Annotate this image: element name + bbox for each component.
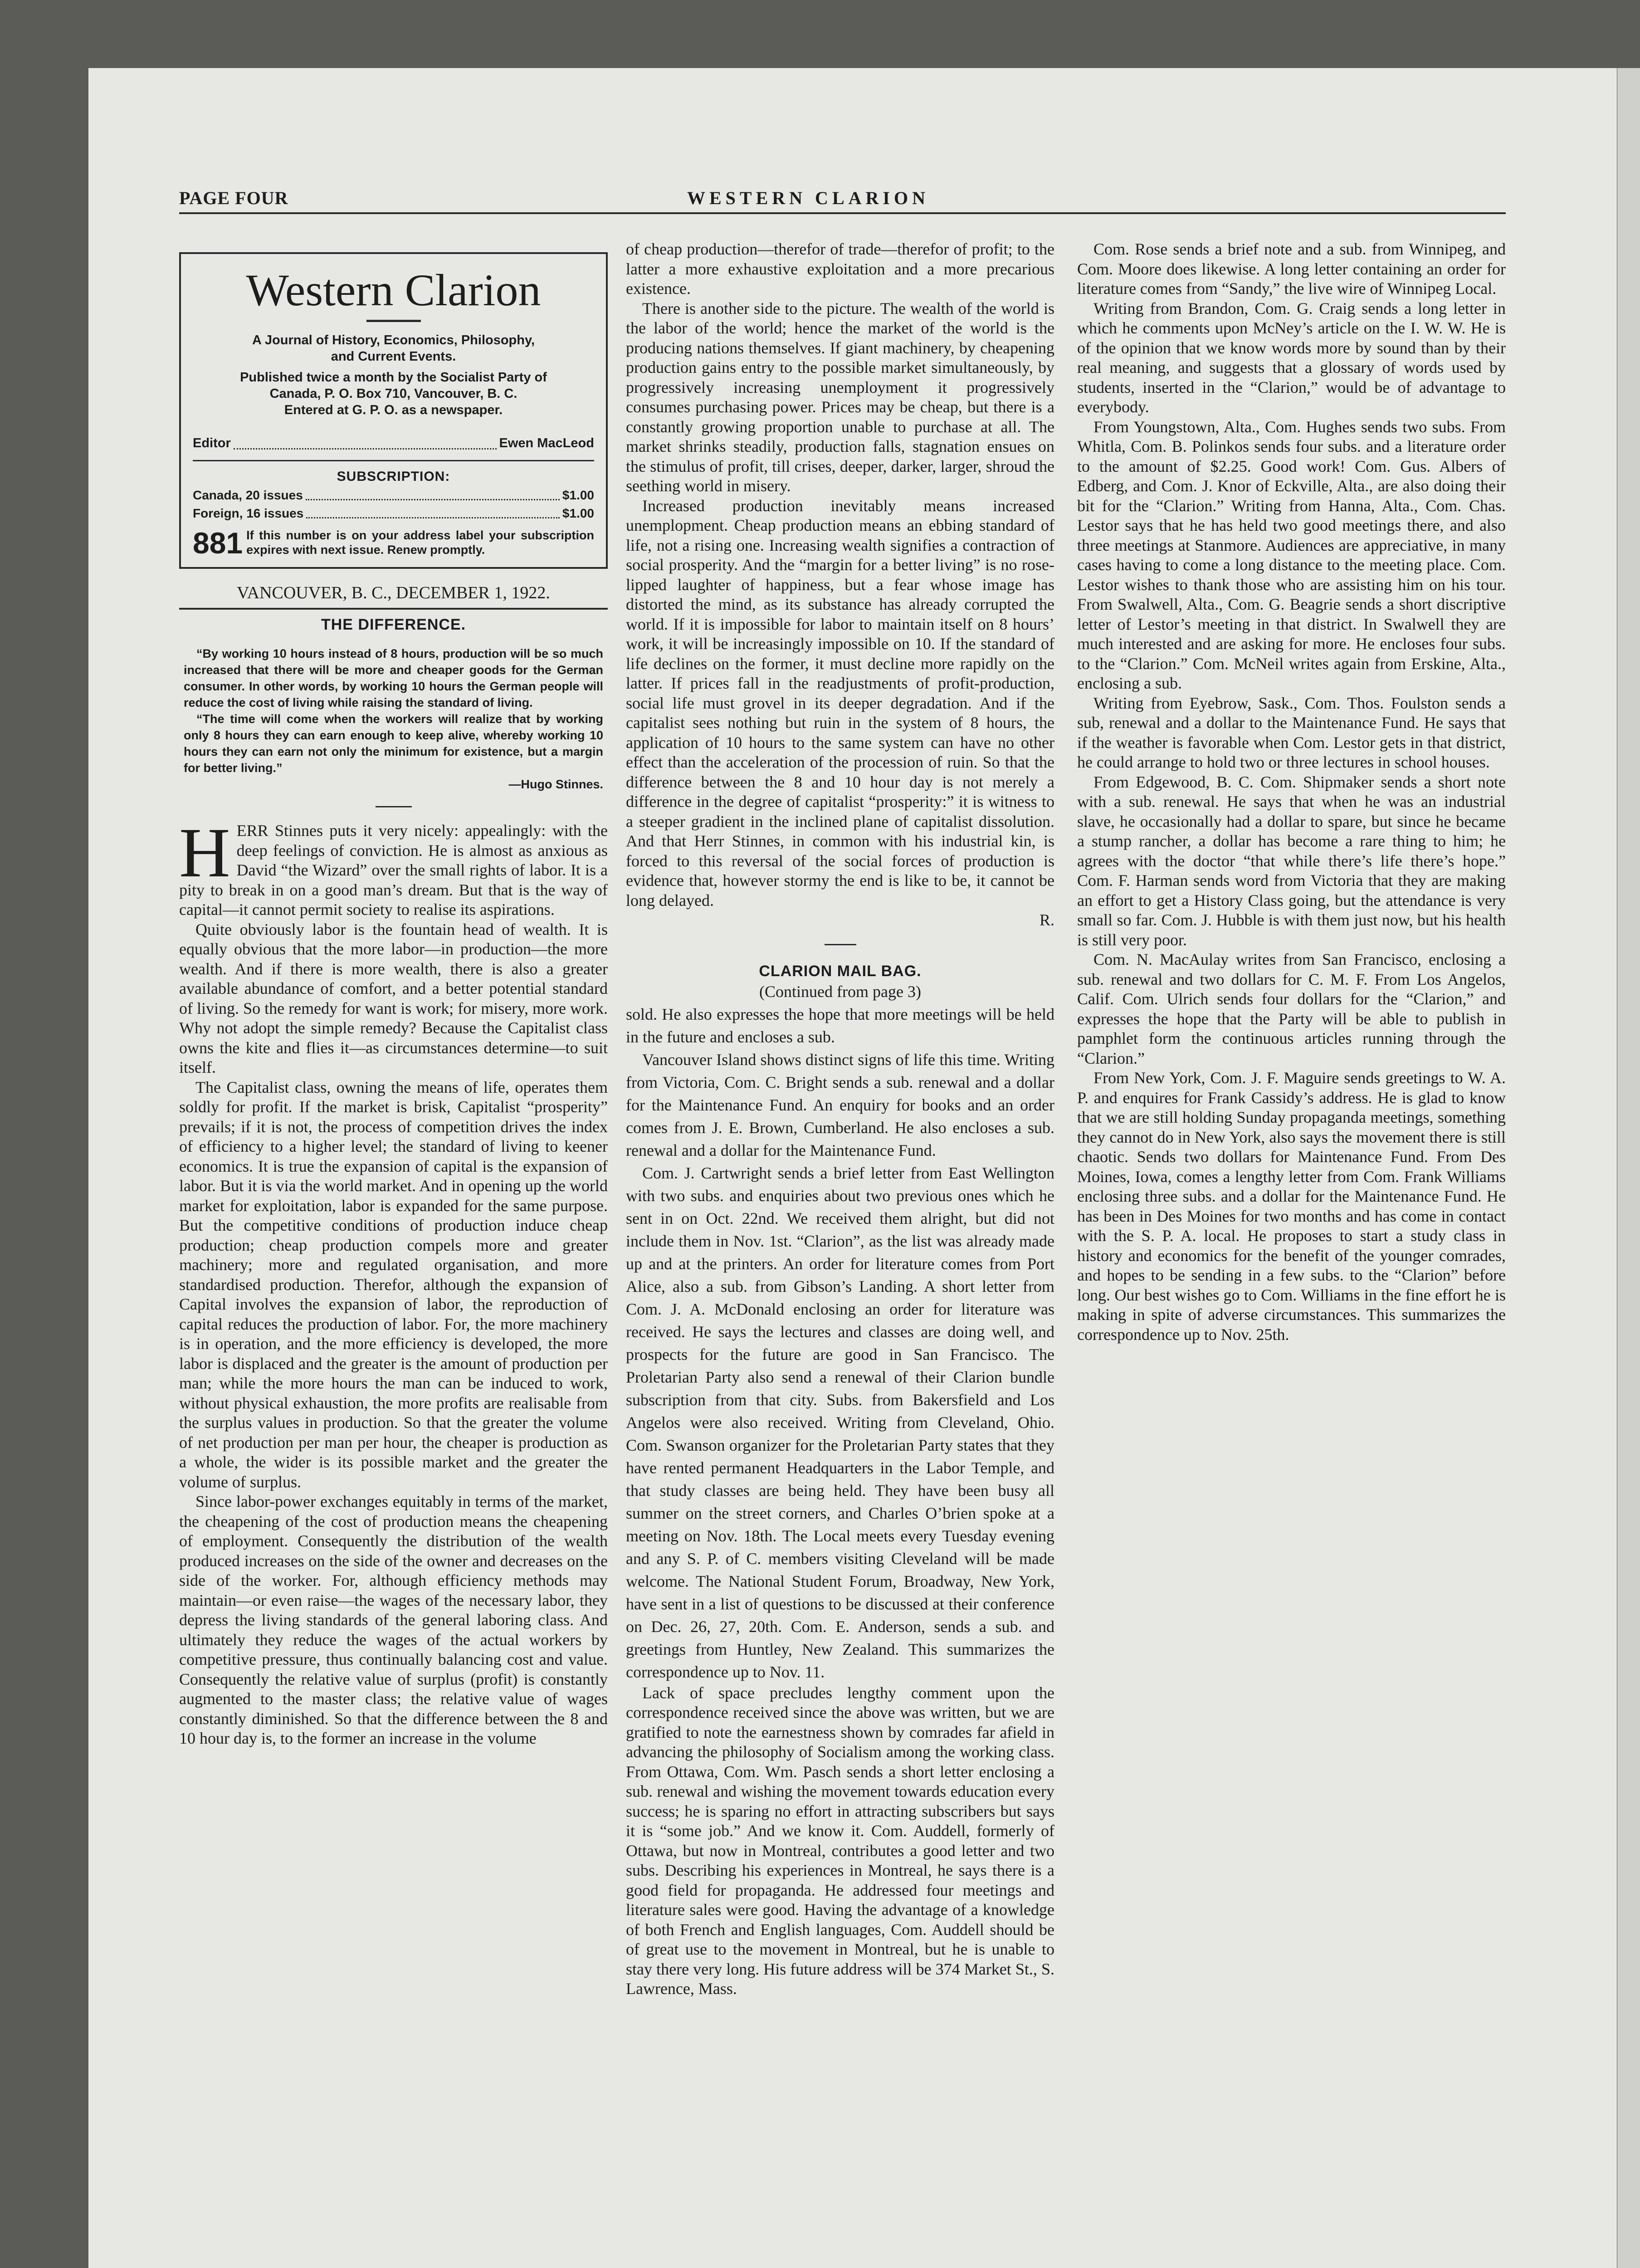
article-quote <box>179 645 608 792</box>
renewal-text: If this number is on your address label your subscription expires with next issue. Renew promptly. <box>246 528 594 557</box>
mailbag-paragraph-1: sold. He also expresses the hope that more meetings will be held in the future and encloses a sub. <box>626 1005 1054 1046</box>
editor-label: Editor <box>193 436 231 450</box>
masthead-publisher-3: Entered at G. P. O. as a newspaper. <box>284 403 503 417</box>
paper-name-header: WESTERN CLARION <box>687 188 929 208</box>
article-signature: R. <box>1039 911 1054 929</box>
renewal-notice <box>193 528 594 558</box>
mailbag-paragraph-9: From Edgewood, B. C. Com. Shipmaker sends a short note with a sub. renewal. He says that when he was an industrial slave, he occasionally had a dollar to spare, but since he became a stump rancher, a dollar has become a rare thing to him; he agrees with the doctor “that while there’s life there’s hope.” Com. F. Harman sends word from Victoria that they are making an effort to get a History Class going, but the attendance is very small so far. Com. J. Hubble is with them just now, but his health is still very poor. <box>1077 772 1506 949</box>
canada-label: Canada, 20 issues <box>193 488 303 502</box>
mailbag-title: CLARION MAIL BAG. <box>759 962 922 980</box>
quote-paragraph-1: “By working 10 hours instead of 8 hours, production will be so much increased that there will be more and cheaper goods for the German consumer. In other words, by working 10 hours the German people will reduce the cost of living while raising the standard of living. <box>184 647 603 709</box>
article-paragraph-1 <box>179 813 608 920</box>
article-paragraph-1-text: ERR Stinnes puts it very nicely: appealingly: with the deep feelings of conviction. He is almost as anxious as David “the Wizard” over the small rights of labor. It is a pity to break in on a good man’s dream. But that is the way of capital—it cannot permit society to realise its aspirations. <box>179 821 608 919</box>
quote-paragraph-2: “The time will come when the workers will realize that by working only 8 hours they can earn enough to keep alive, whereby working 10 hours they can earn not only the minimum for existence, but a margin for better living.” <box>184 712 603 775</box>
editor-line <box>193 434 594 454</box>
subscription-foreign <box>193 504 594 523</box>
article-paragraph-2: Quite obviously labor is the fountain head of wealth. It is equally obvious that the more labor—in production—the more wealth. And if there is more wealth, there is also a greater available abundance of comfort, and a better potential standard of living. So the remedy for want is work; for misery, more work. Why not adopt the simple remedy? Because the Capitalist class owns the kite and flies it—as circumstances determine—to suit itself. <box>179 920 608 1076</box>
masthead-divider <box>193 460 594 461</box>
masthead-publisher-1: Published twice a month by the Socialist Party of <box>240 370 547 385</box>
masthead-box <box>179 252 608 569</box>
mailbag-body <box>626 1003 1054 1683</box>
article-paragraph-6: There is another side to the picture. The wealth of the world is the labor of the world; hence the market of the world is the producing nations themselves. If giant machinery, by cheapening production gains entry to the possible market simultaneously, by progressively increasing unemployment it progressively consumes purchasing power. Prices may be cheap, but there is a constantly growing proportion unable to purchase at all. The market shrinks steadily, production falls, stagnation ensues on the stimulus of profit, till crises, deeper, darker, larger, shroud the seething world in misery. <box>626 299 1054 495</box>
article-paragraph-5: of cheap production—therefor of trade—therefor of profit; to the latter a more exhaustive exploitation and a more precarious existence. <box>626 240 1054 298</box>
mailbag-paragraph-11: From New York, Com. J. F. Maguire sends greetings to W. A. P. and enquires for Frank Cassidy’s address. He is glad to know that we are still holding Sunday propaganda meetings, something they cannot do in New York, also says the movement there is still chaotic. Sends two dollars for Maintenance Fund. From Des Moines, Iowa, comes a lengthy letter from Com. Frank Williams enclosing three subs. and a dollar for the Maintenance Fund. He has been in Des Moines for two months and has come in contact with the S. P. A. local. He proposes to start a study class in history and economics for the benefit of the younger comrades, and hopes to be sending in a few subs. to the “Clarion” before long. Our best wishes go to Com. Williams in the fine effort he is making in spite of adverse circumstances. This summarizes the correspondence up to Nov. 25th. <box>1077 1069 1506 1344</box>
masthead-publisher-2: Canada, P. O. Box 710, Vancouver, B. C. <box>269 386 517 401</box>
mailbag-paragraph-2: Vancouver Island shows distinct signs of life this time. Writing from Victoria, Com. C. Bright sends a sub. renewal and a dollar for the Maintenance Fund. An enquiry for books and an order comes from J. E. Brown, Cumberland. He also encloses a sub. renewal and a dollar for the Maintenance Fund. <box>626 1050 1054 1159</box>
mailbag-paragraph-6: Writing from Brandon, Com. G. Craig sends a long letter in which he comments upon McNey’s article on the I. W. W. He is of the opinion that we know words more by sound than by their real meaning, and suggests that a glossary of words used by students, inserted in the “Clarion,” would be of advantage to everybody. <box>1077 299 1506 416</box>
article-paragraph-3: The Capitalist class, owning the means of life, operates them soldly for profit. If the market is brisk, Capitalist “prosperity” prevails; if it is not, the process of competition drives the index of efficiency to a higher level; the standard of living to keener economics. It is true the expansion of capital is the expansion of labor. But it is via the world market. And in opening up the world market for exploitation, labor is expanded for the same purpose. But the competitive conditions of production induce cheap production; cheap production compels more and greater machinery; more and regulated organisation, and more standardised production. Therefor, although the expansion of Capital involves the expansion of labor, the reproduction of capital reduces the production of labor. For, the more machinery is in operation, and the more efficiency is developed, the more labor is displaced and the greater is the amount of production per man; while the more hours the man can be induced to work, without physical exhaustion, the more profits are realisable from the surplus values in production. So that the greater the volume of net production per man per hour, the cheaper is production as a whole, the wider is its possible market and the greater the volume of surplus. <box>179 1078 608 1491</box>
subscription-canada <box>193 486 594 504</box>
quote-attribution: —Hugo Stinnes. <box>508 777 603 791</box>
subscription-heading: SUBSCRIPTION: <box>337 469 450 484</box>
mailbag-paragraph-8: Writing from Eyebrow, Sask., Com. Thos. Foulston sends a sub, renewal and a dollar to the Maintenance Fund. He says that if the weather is favorable when Com. Lestor gets in that district, he could arrange to hold two or three lectures in school houses. <box>1077 694 1506 771</box>
drop-cap: H <box>179 813 230 892</box>
masthead-rule <box>366 320 421 322</box>
canada-price: $1.00 <box>562 488 594 502</box>
page-header <box>179 187 1506 214</box>
adjacent-page-edge <box>1617 68 1640 2268</box>
foreign-price: $1.00 <box>562 506 594 520</box>
quote-rule <box>376 806 412 807</box>
mailbag-continued: (Continued from page 3) <box>759 982 921 1001</box>
mailbag-paragraph-10: Com. N. MacAulay writes from San Francisco, enclosing a sub. renewal and two dollars for C. M. F. From Los Angelos, Calif. Com. Ulrich sends four dollars for the “Clarion,” and expresses the hope that the Party will be able to publish in pamphlet form the continuous articles running through the “Clarion.” <box>1077 950 1506 1067</box>
article-paragraph-7: Increased production inevitably means increased unemplopment. Cheap production means an ebbing standard of life, not a rising one. Increasing wealth signifies a contraction of social prosperity. And the “margin for a better living” is no rose-lipped laughter of happiness, but a fear whose image has distorted the mind, as its substance has already corrupted the world. If it is impossible for labor to maintain itself on 8 hours’ work, it will be increasingly impossible on 10. If the standard of life declines on the former, it must decline more rapidly on the latter. If prices fall in the readjustments of profit-production, social life must grovel in its deeper degradation. And if the capitalist sees nothing but ruin in the system of 8 hours, the application of 10 hours to the same system can have no other effect than the acceleration of the procession of ruin. So that the difference between the 8 and 10 hour day is not merely a difference in the degree of capitalist “prosperity:” it is witness to a steeper gradient in the inclined plane of capitalist dissolution. And that Herr Stinnes, in common with his industrial kin, is forced to this reversal of the social forces of production is evidence that, however stormy the end is like to be, it cannot be long delayed. <box>626 496 1054 909</box>
masthead-subtitle-1: A Journal of History, Economics, Philosophy, <box>252 333 535 347</box>
mailbag-paragraph-4: Lack of space precludes lengthy comment upon the correspondence received since the above was written, but we are gratified to note the earnestness shown by comrades far afield in advancing the philosophy of Socialism among the working class. From Ottawa, Com. Wm. Pasch sends a short letter enclosing a sub. renewal and wishing the movement towards education every success; he is sparing no effort in attracting subscribers but says it is “some job.” And we know it. Com. Auddell, formerly of Ottawa, but now in Montreal, contributes a good letter and two subs. Describing his experiences in Montreal, he says there is a good field for propaganda. He addressed four meetings and literature sales were good. Having the advantage of a knowledge of both French and English languages, Com. Auddell should be of great use to the movement in Montreal, but he is unable to stay there very long. His future address will be 374 Market St., S. Lawrence, Mass. <box>626 1683 1054 1998</box>
masthead-title: Western Clarion <box>246 265 541 315</box>
mailbag-paragraph-7: From Youngstown, Alta., Com. Hughes sends two subs. From Whitla, Com. B. Polinkos sends four subs. and a literature order to the amount of $2.25. Good work! Com. Gus. Albers of Edberg, and Com. J. Knor of Eckville, Alta., are also doing their bit for the “Clarion.” Writing from Hanna, Alta., Com. Chas. Lestor says that he has held two good meetings there, and also three meetings at Stanmore. Audiences are appreciative, in many cases having to come a long distance to the meeting place. Com. Lestor wishes to thank those who are assisting him on his tour. From Swalwell, Alta., Com. G. Beagrie sends a short discriptive letter of Lestor’s meeting in that district. In Swalwell they are much interested and are asking for more. He encloses four subs. to the “Clarion.” Com. McNeil writes again from Erskine, Alta., enclosing a sub. <box>1077 417 1506 692</box>
dateline: VANCOUVER, B. C., DECEMBER 1, 1922. <box>179 583 608 610</box>
section-rule <box>825 944 856 945</box>
column-1 <box>179 240 608 1749</box>
column-2 <box>626 240 1054 1999</box>
issue-number: 881 <box>193 526 243 560</box>
canada-dots <box>306 486 560 500</box>
page-number: PAGE FOUR <box>179 188 288 208</box>
mailbag-paragraph-5: Com. Rose sends a brief note and a sub. from Winnipeg, and Com. Moore does likewise. A long letter containing an order for literature comes from “Sandy,” the live wire of Winnipeg Local. <box>1077 240 1506 298</box>
mailbag-paragraph-3: Com. J. Cartwright sends a brief letter from East Wellington with two subs. and enquiries about two previous ones which he sent in on Oct. 22nd. We received them alright, but did not include them in Nov. 1st. “Clarion”, as the list was already made up and at the printers. An order for literature comes from Port Alice, also a sub. from Gibson’s Landing. A short letter from Com. J. A. McDonald enclosing an order for literature was received. He says the lectures and classes are doing well, and prospects for the future are good in San Francisco. The Proletarian Party also send a renewal of their Clarion bundle subscription from that city. Subs. from Bakersfield and Los Angelos were also received. Writing from Cleveland, Ohio. Com. Swanson organizer for the Proletarian Party states that they have rented permanent Headquarters in the Labor Temple, and that study classes are being held. They have been busy all summer on the street corners, and Charles O’brien spoke at a meeting on Nov. 18th. The Local meets every Tuesday evening and any S. P. of C. members visiting Cleveland will be made welcome. The National Student Forum, Broadway, New York, have sent in a list of questions to be discussed at their conference on Dec. 26, 27, 20th. Com. E. Anderson, sends a sub. and greetings from Huntley, New Zealand. This summarizes the correspondence up to Nov. 11. <box>626 1163 1054 1681</box>
masthead-subtitle-2: and Current Events. <box>331 349 456 364</box>
article-title: THE DIFFERENCE. <box>321 616 466 633</box>
editor-name: Ewen MacLeod <box>499 436 594 450</box>
article-paragraph-4: Since labor-power exchanges equitably in terms of the market, the cheapening of the cost of production means the cheapening of employment. Consequently the distribution of the wealth produced increases on the side of the owner and decreases on the side of the worker. For, although efficiency methods may maintain—or even raise—the wages of the necessary labor, they depress the living standards of the general laboring class. And ultimately they reduce the wages of the actual workers by competitive pressure, thus continually balancing cost and value. Consequently the relative value of surplus (profit) is constantly augmented to the master class; the relative value of wages constantly diminished. So that the difference between the 8 and 10 hour day is, to the former an increase in the volume <box>179 1492 608 1747</box>
foreign-dots <box>306 504 560 518</box>
foreign-label: Foreign, 16 issues <box>193 506 304 520</box>
editor-dots <box>234 434 497 450</box>
column-3 <box>1077 240 1506 1344</box>
